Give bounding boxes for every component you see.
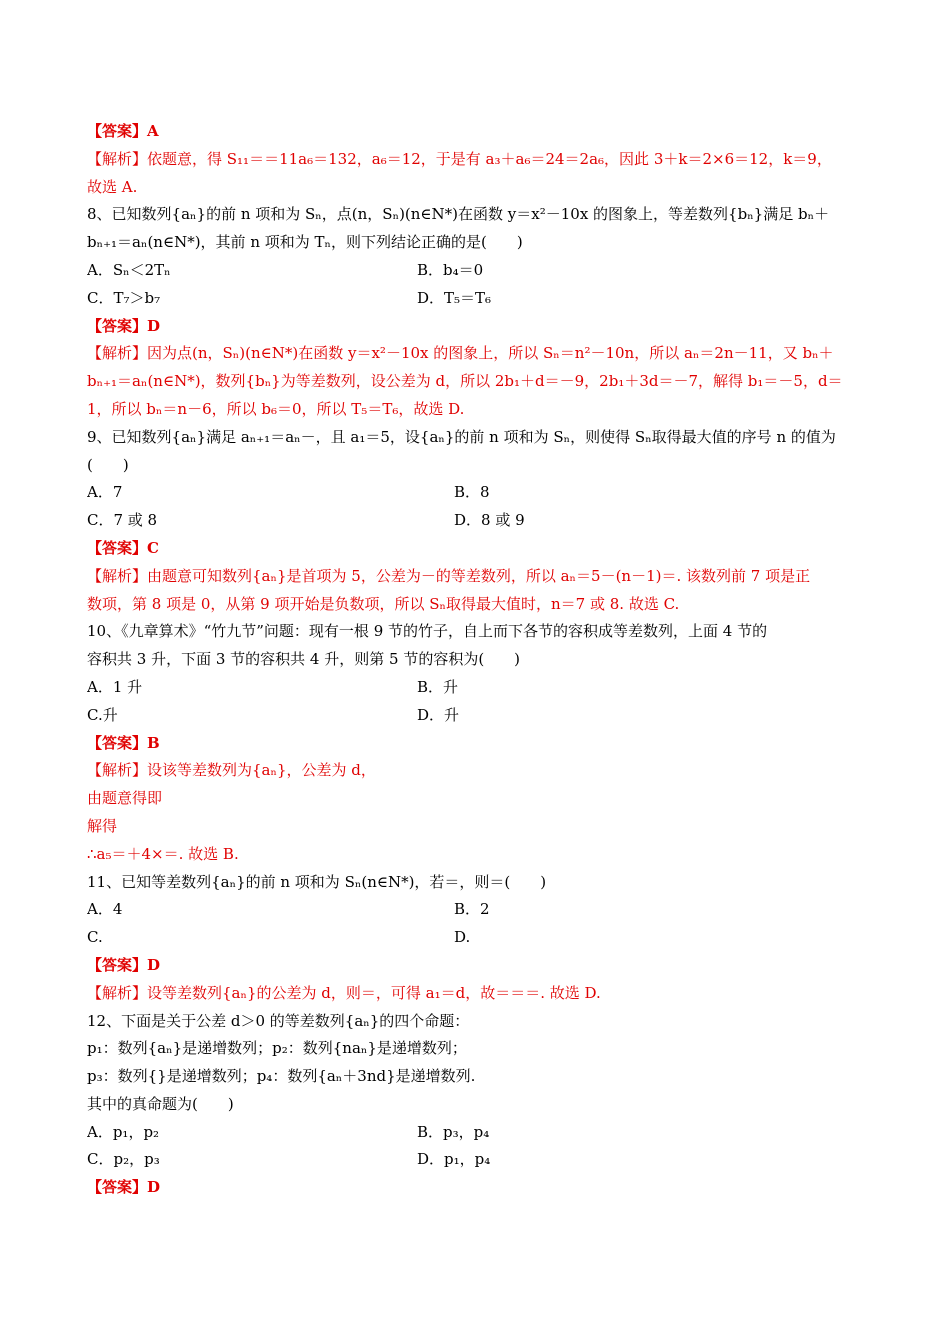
q10-analysis-line-2: 由题意得即: [87, 789, 163, 808]
q8-option-a: A．Sₙ＜2Tₙ: [87, 260, 171, 279]
q12-option-b: B．p₃，p₄: [417, 1122, 490, 1141]
q12-option-d: D．p₁，p₄: [417, 1150, 491, 1169]
q12-stem-line-2: p₁：数列{aₙ}是递增数列；p₂：数列{naₙ}是递增数列；: [87, 1039, 467, 1058]
q10-options-row-2: [87, 702, 867, 730]
q10-answer: 【答案】B: [87, 733, 160, 752]
q8-option-b: B．b₄＝0: [417, 260, 484, 279]
q12-options-row-2: [87, 1146, 867, 1174]
q10-option-a: A．1 升: [87, 677, 143, 696]
q12-stem-line-4: 其中的真命题为( ): [87, 1094, 234, 1113]
q8-stem-line-1: 8、已知数列{aₙ}的前 n 项和为 Sₙ，点(n，Sₙ)(n∈N*)在函数 y＝x²－10x 的图象上，等差数列{bₙ}满足 bₙ＋: [87, 205, 830, 224]
q8-analysis-line-2: bₙ₊₁＝aₙ(n∈N*)，数列{bₙ}为等差数列，设公差为 d，所以 2b₁＋d＝－9，2b₁＋3d＝－7，解得 b₁＝－5，d＝: [87, 372, 843, 391]
q12-option-a: A．p₁，p₂: [87, 1122, 160, 1141]
q10-option-b: B．升: [417, 677, 459, 696]
q8-options-row-2: [87, 285, 867, 313]
q10-options-row-1: [87, 674, 867, 702]
q11-option-d: D.: [454, 928, 471, 947]
q7-answer: 【答案】A: [87, 122, 159, 140]
q11-options-row-1: [87, 896, 867, 924]
q11-option-b: B．2: [454, 900, 490, 919]
q10-analysis-line-3: 解得: [87, 816, 118, 835]
q10-analysis-line-1: 【解析】设该等差数列为{aₙ}，公差为 d，: [87, 761, 376, 780]
q9-option-a: A．7: [87, 483, 123, 502]
q8-option-c: C．T₇＞b₇: [87, 288, 161, 307]
q8-option-d: D．T₅＝T₆: [417, 288, 492, 307]
q11-analysis-line-1: 【解析】设等差数列{aₙ}的公差为 d，则＝，可得 a₁＝d，故＝＝＝. 故选 D.: [87, 983, 601, 1002]
q9-stem-line-1: 9、已知数列{aₙ}满足 aₙ₊₁＝aₙ－，且 a₁＝5，设{aₙ}的前 n 项和为 Sₙ，则使得 Sₙ取得最大值的序号 n 的值为: [87, 427, 836, 446]
q12-stem-line-3: p₃：数列{}是递增数列；p₄：数列{aₙ＋3nd}是递增数列.: [87, 1067, 476, 1086]
q9-option-b: B．8: [454, 483, 490, 502]
q9-options-row-1: [87, 479, 867, 507]
q9-option-d: D．8 或 9: [454, 511, 525, 530]
q9-analysis-line-1: 【解析】由题意可知数列{aₙ}是首项为 5，公差为－的等差数列，所以 aₙ＝5－(n－1)＝. 该数列前 7 项是正: [87, 566, 811, 585]
q9-stem-line-2: ( ): [87, 455, 129, 474]
q9-option-c: C．7 或 8: [87, 511, 158, 530]
q12-stem-line-1: 12、下面是关于公差 d＞0 的等差数列{aₙ}的四个命题：: [87, 1011, 470, 1030]
q12-option-c: C．p₂，p₃: [87, 1150, 160, 1169]
q8-stem-line-2: bₙ₊₁＝aₙ(n∈N*)，其前 n 项和为 Tₙ，则下列结论正确的是( ): [87, 233, 523, 252]
q8-answer: 【答案】D: [87, 316, 161, 335]
q10-option-c: C.升: [87, 705, 118, 724]
q11-options-row-2: [87, 924, 867, 952]
q9-answer: 【答案】C: [87, 538, 159, 557]
q8-options-row-1: [87, 257, 867, 285]
q7-analysis-line-2: 故选 A.: [87, 177, 138, 196]
q9-analysis-line-2: 数项，第 8 项是 0，从第 9 项开始是负数项，所以 Sₙ取得最大值时，n＝7 或 8. 故选 C.: [87, 594, 680, 613]
q12-options-row-1: [87, 1119, 867, 1147]
q9-options-row-2: [87, 507, 867, 535]
q7-analysis-line-1: 【解析】依题意，得 S₁₁＝＝11a₆＝132，a₆＝12，于是有 a₃＋a₆＝24＝2a₆，因此 3＋k＝2×6＝12，k＝9，: [87, 149, 832, 168]
q8-analysis-line-3: 1，所以 bₙ＝n－6，所以 b₆＝0，所以 T₅＝T₆，故选 D.: [87, 399, 465, 418]
q11-option-a: A．4: [87, 900, 123, 919]
q11-answer: 【答案】D: [87, 955, 161, 974]
document-page: [87, 118, 867, 1202]
q10-option-d: D．升: [417, 705, 460, 724]
q11-stem-line-1: 11、已知等差数列{aₙ}的前 n 项和为 Sₙ(n∈N*)，若＝，则＝( ): [87, 872, 547, 891]
q10-analysis-line-4: ∴a₅＝＋4×＝. 故选 B.: [87, 844, 239, 863]
q8-analysis-line-1: 【解析】因为点(n，Sₙ)(n∈N*)在函数 y＝x²－10x 的图象上，所以 Sₙ＝n²－10n，所以 aₙ＝2n－11，又 bₙ＋: [87, 344, 834, 363]
q10-stem-line-2: 容积共 3 升，下面 3 节的容积共 4 升，则第 5 节的容积为( ): [87, 650, 521, 669]
q10-stem-line-1: 10、《九章算术》“竹九节”问题：现有一根 9 节的竹子，自上而下各节的容积成等差数列，上面 4 节的: [87, 622, 768, 641]
q11-option-c: C.: [87, 928, 103, 947]
q12-answer: 【答案】D: [87, 1178, 161, 1197]
